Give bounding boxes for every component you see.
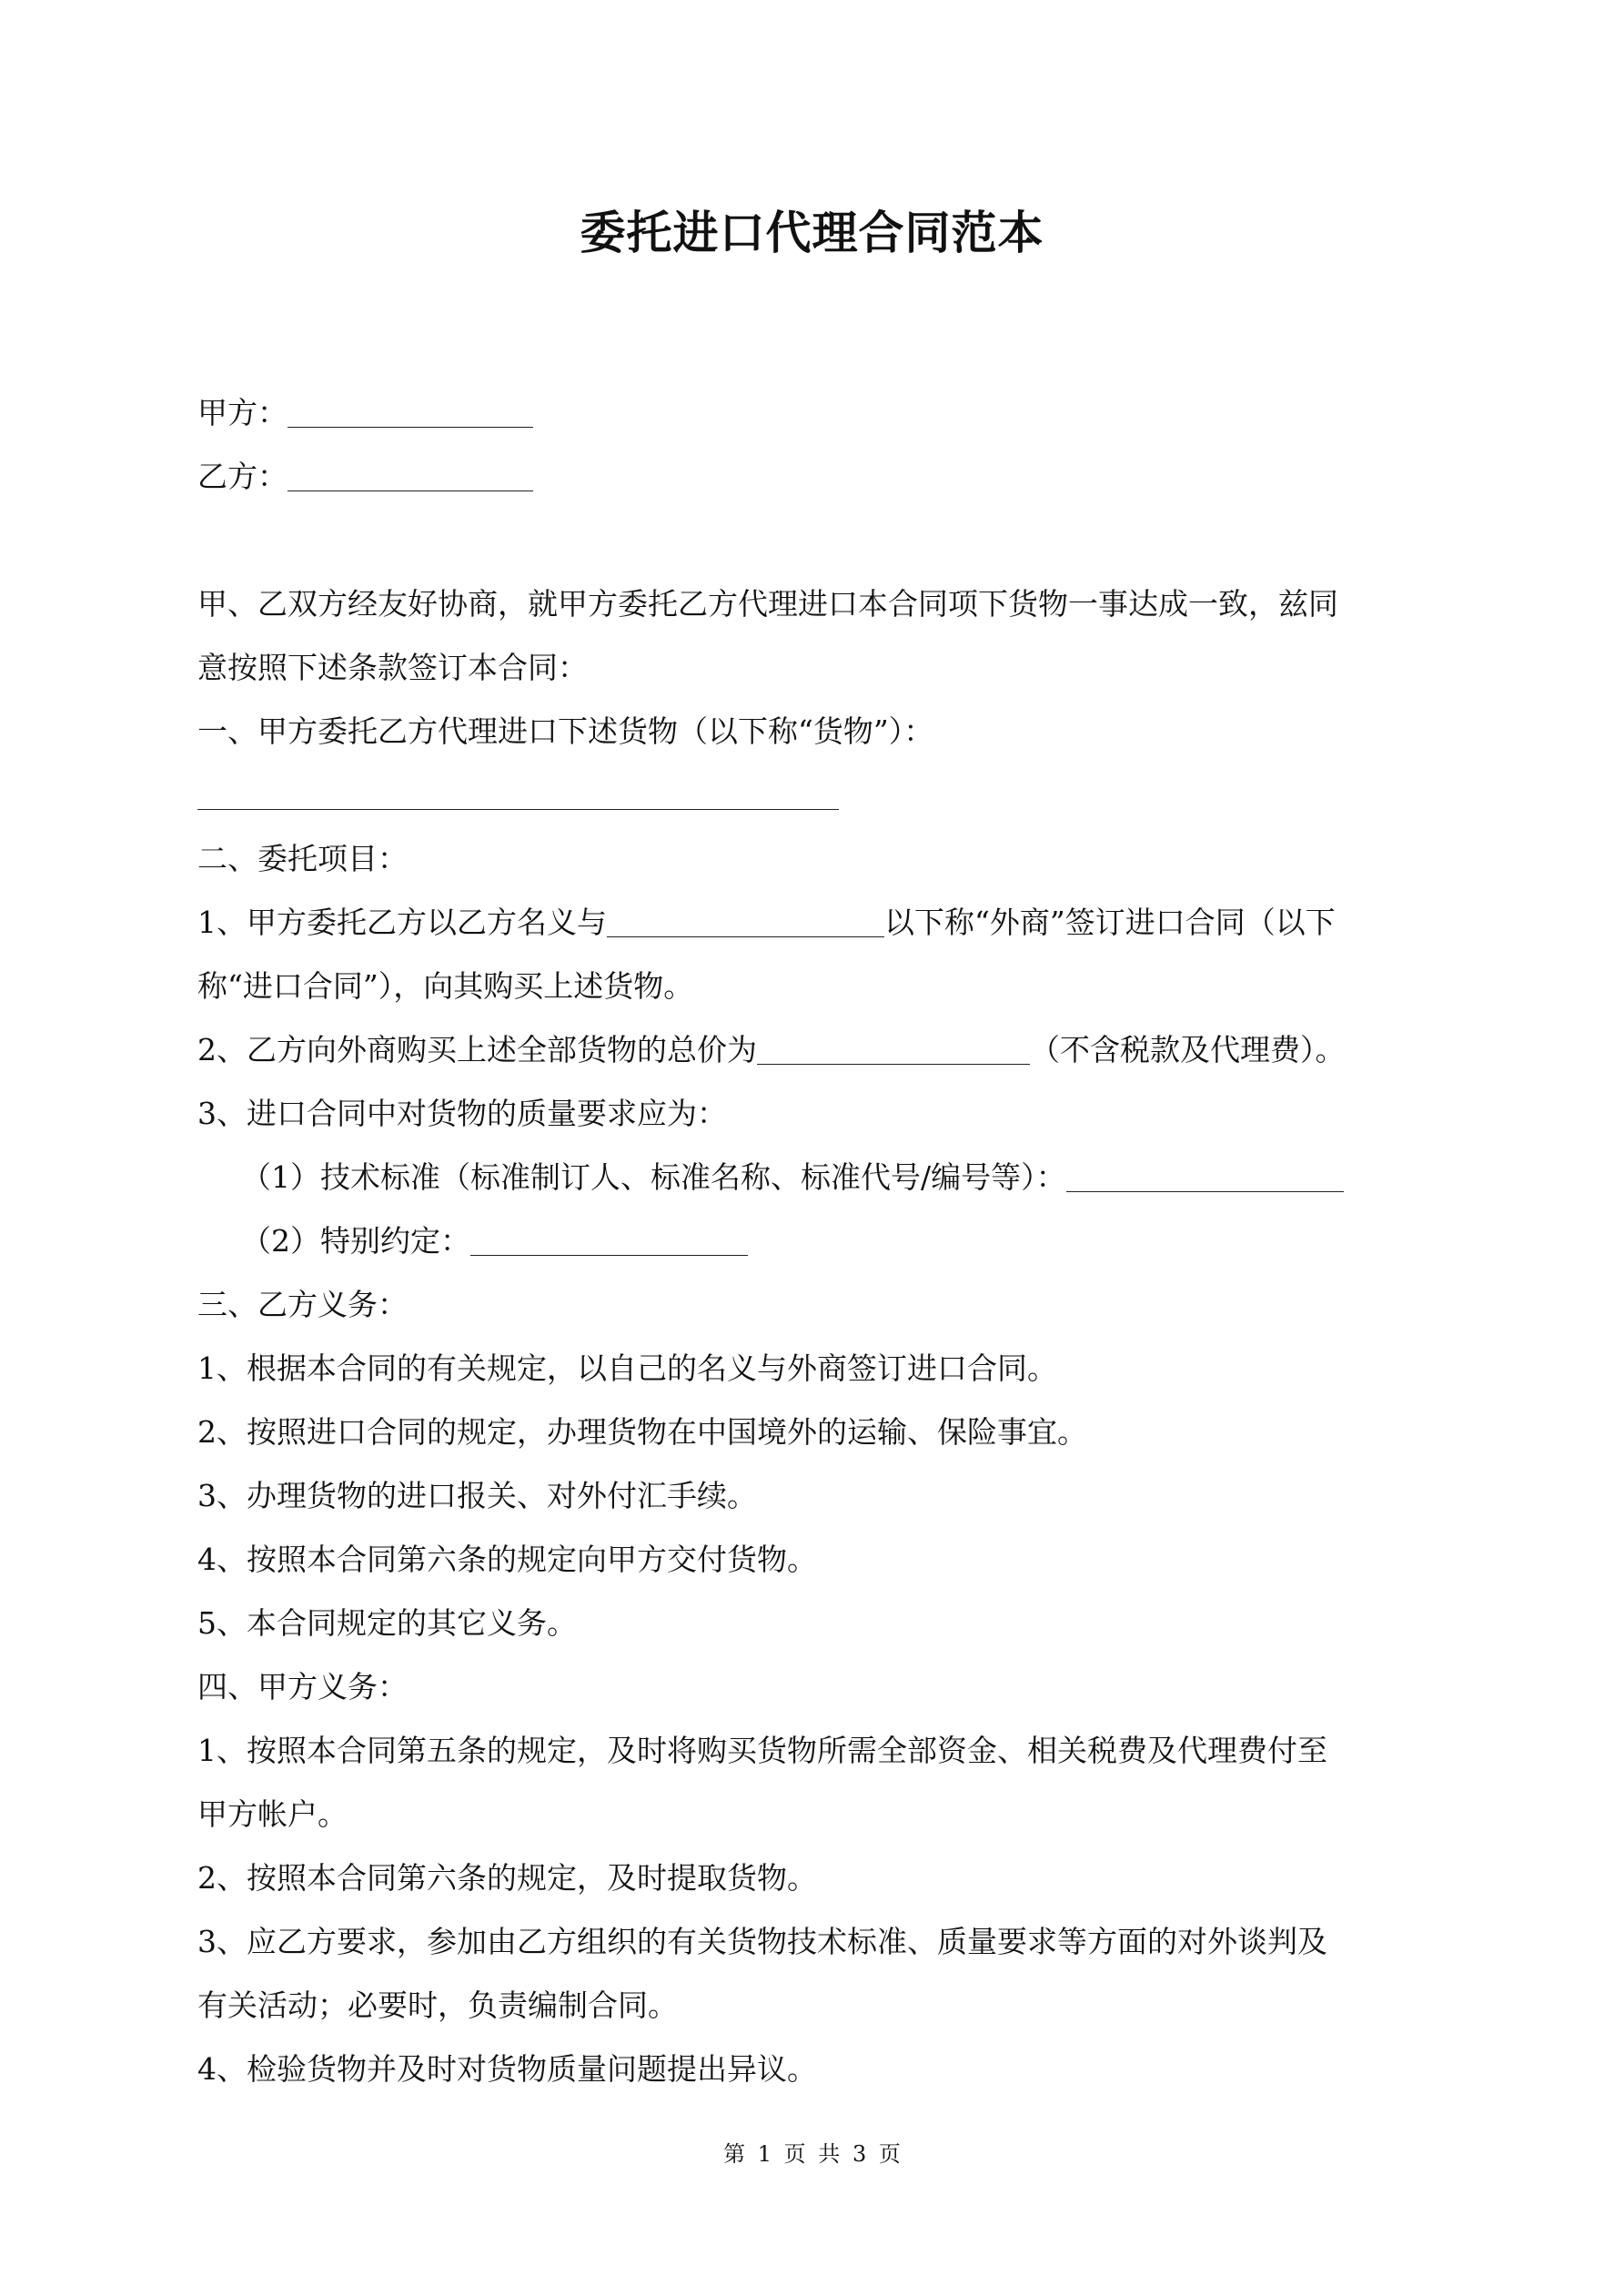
section-4-item-1-line-1: 1、按照本合同第五条的规定，及时将购买货物所需全部资金、相关税费及代理费付至 bbox=[197, 1733, 1327, 1768]
party-b-label: 乙方： bbox=[197, 459, 287, 494]
section-2-item-1-text-a: 1、甲方委托乙方以乙方名义与 bbox=[197, 905, 607, 940]
special-terms-label: （2）特别约定： bbox=[241, 1223, 470, 1259]
section-4-item-2: 2、按照本合同第六条的规定，及时提取货物。 bbox=[197, 1860, 817, 1896]
foreign-party-blank[interactable] bbox=[607, 907, 884, 937]
total-price-blank[interactable] bbox=[757, 1035, 1030, 1065]
goods-blank[interactable] bbox=[197, 780, 839, 810]
party-a-blank[interactable] bbox=[287, 398, 533, 428]
page-title: 委托进口代理合同范本 bbox=[580, 207, 1044, 259]
section-2-item-1-line-2: 称“进口合同”），向其购买上述货物。 bbox=[197, 968, 694, 1004]
section-2-item-1 bbox=[197, 903, 1336, 943]
section-2-item-3: 3、进口合同中对货物的质量要求应为： bbox=[197, 1096, 727, 1131]
party-a-line bbox=[197, 393, 533, 433]
section-2-item-2-text-a: 2、乙方向外商购买上述全部货物的总价为 bbox=[197, 1032, 757, 1067]
party-b-blank[interactable] bbox=[287, 461, 533, 491]
section-2-item-3-sub-1 bbox=[241, 1158, 1344, 1198]
technical-standard-label: （1）技术标准（标准制订人、标准名称、标准代号/编号等）： bbox=[241, 1159, 1066, 1195]
party-a-label: 甲方： bbox=[197, 395, 287, 430]
section-1-heading: 一、甲方委托乙方代理进口下述货物（以下称“货物”）： bbox=[197, 713, 934, 749]
intro-paragraph-line-1: 甲、乙双方经友好协商，就甲方委托乙方代理进口本合同项下货物一事达成一致，兹同 bbox=[197, 586, 1338, 622]
party-b-line bbox=[197, 457, 533, 497]
section-3-item-5: 5、本合同规定的其它义务。 bbox=[197, 1605, 577, 1641]
section-3-heading: 三、乙方义务： bbox=[197, 1287, 408, 1322]
section-4-item-3-line-2: 有关活动；必要时，负责编制合同。 bbox=[197, 1988, 678, 2023]
goods-line bbox=[197, 775, 839, 815]
section-2-item-3-sub-2 bbox=[241, 1221, 748, 1261]
special-terms-blank[interactable] bbox=[470, 1226, 748, 1256]
intro-paragraph-line-2: 意按照下述条款签订本合同： bbox=[197, 650, 588, 685]
technical-standard-blank[interactable] bbox=[1066, 1162, 1344, 1192]
section-2-item-2-text-b: （不含税款及代理费）。 bbox=[1030, 1032, 1346, 1067]
section-2-heading: 二、委托项目： bbox=[197, 841, 408, 876]
page-footer: 第 1 页 共 3 页 bbox=[723, 2141, 901, 2167]
section-3-item-1: 1、根据本合同的有关规定，以自己的名义与外商签订进口合同。 bbox=[197, 1350, 1057, 1386]
section-4-item-1-line-2: 甲方帐户。 bbox=[197, 1796, 348, 1832]
section-3-item-2: 2、按照进口合同的规定，办理货物在中国境外的运输、保险事宜。 bbox=[197, 1414, 1087, 1450]
section-2-item-1-text-b: 以下称“外商”签订进口合同（以下 bbox=[884, 905, 1336, 940]
section-3-item-3: 3、办理货物的进口报关、对外付汇手续。 bbox=[197, 1478, 757, 1513]
section-4-item-4: 4、检验货物并及时对货物质量问题提出异议。 bbox=[197, 2051, 817, 2087]
section-4-item-3-line-1: 3、应乙方要求，参加由乙方组织的有关货物技术标准、质量要求等方面的对外谈判及 bbox=[197, 1924, 1327, 1959]
section-3-item-4: 4、按照本合同第六条的规定向甲方交付货物。 bbox=[197, 1542, 817, 1577]
section-4-heading: 四、甲方义务： bbox=[197, 1669, 408, 1704]
section-2-item-2 bbox=[197, 1030, 1346, 1070]
